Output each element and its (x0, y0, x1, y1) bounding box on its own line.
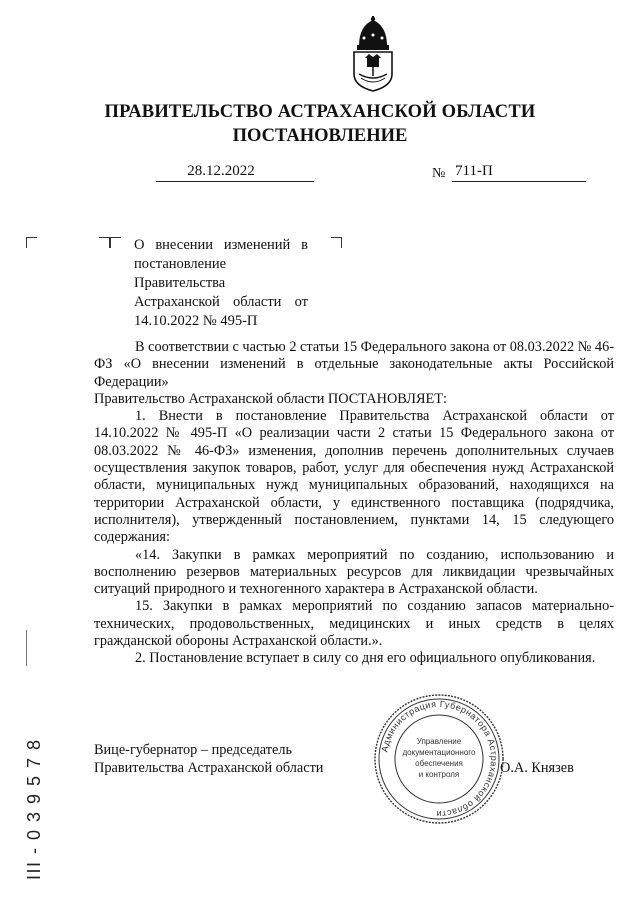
corner-mark (110, 237, 121, 248)
corner-mark (99, 237, 110, 248)
stamp-inner-line: и контроля (418, 770, 460, 779)
body-paragraph: «14. Закупки в рамках мероприятий по созданию, использованию и восполнению резервов материальных ресурсов для ликвидации чрезвычайных ситуаций природного и техногенного характера в Астраханской области. (94, 546, 614, 598)
document-type: ПОСТАНОВЛЕНИЕ (232, 126, 408, 146)
corner-mark (26, 237, 37, 248)
stamp-inner-line: Управление (416, 737, 462, 746)
official-stamp-icon (372, 692, 506, 826)
body-paragraph: Правительство Астраханской области ПОСТАНОВЛЯЕТ: (94, 390, 447, 407)
stamp-inner-line: обеспечения (415, 759, 463, 768)
signatory-position-line: Вице-губернатор – председатель (94, 742, 293, 758)
document-body (94, 339, 614, 668)
body-paragraph: В соответствии с частью 2 статьи 15 Федерального закона от 08.03.2022 № 46-ФЗ «О внесении изменений в отдельные законодательные акты Российской Федерации» (94, 339, 614, 390)
serial-number: III - 0 3 9 5 7 8 (24, 738, 44, 880)
number-sign: № (432, 166, 446, 181)
stamp-outer-text: Администрация Губернатора Астраханской области (379, 698, 500, 820)
document-date: 28.12.2022 (187, 163, 255, 179)
signatory-position-line: Правительства Астраханской области (94, 759, 324, 776)
organization-title: ПРАВИТЕЛЬСТВО АСТРАХАНСКОЙ ОБЛАСТИ (104, 102, 536, 122)
signatory-position (94, 742, 323, 777)
body-paragraph: 2. Постановление вступает в силу со дня его официального опубликования. (135, 650, 596, 667)
corner-mark (331, 237, 342, 248)
date-underline (156, 180, 314, 182)
document-number: 711-П (455, 163, 493, 179)
stamp-inner-line: документационного (402, 748, 476, 757)
coat-of-arms-icon (345, 16, 401, 92)
body-paragraph: 15. Закупки в рамках мероприятий по созданию запасов материально-технических, продовольственных, медицинских и иных средств в целях гражданской обороны Астраханской области.». (94, 598, 614, 650)
number-underline (452, 180, 586, 182)
signatory-name: О.А. Князев (500, 760, 574, 776)
document-subject: О внесении изменений в постановление Правительства Астраханской области от 14.10.2022 № 495-П (134, 237, 308, 329)
margin-mark (26, 630, 27, 666)
body-paragraph: 1. Внести в постановление Правительства Астраханской области от 14.10.2022 № 495-П «О реализации части 2 статьи 15 Федерального закона от 08.03.2022 № 46-ФЗ» изменения, дополнив перечень дополнительных случаев осуществления закупок товаров, работ, услуг для обеспечения нужд Астраханской области, муниципальных нужд муниципальных образований, находящихся на территории Астраханской области, у единственного поставщика (подрядчика, исполнителя), утвержденный постановлением, пунктами 14, 15 следующего содержания: (94, 408, 614, 546)
